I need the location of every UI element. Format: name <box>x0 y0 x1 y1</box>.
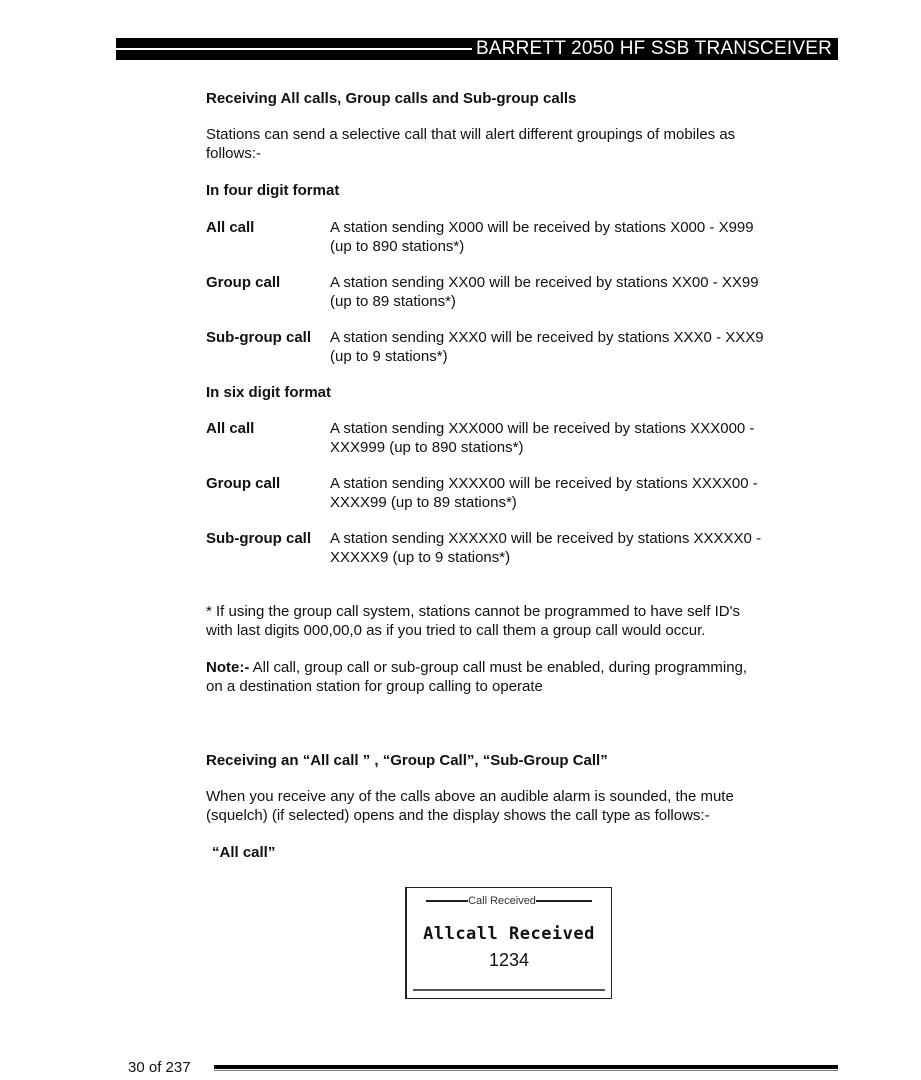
header-bar <box>116 38 838 60</box>
lcd-display <box>405 887 612 999</box>
intro-line-1: Stations can send a selective call that will alert different groupings of mobiles as <box>206 126 736 143</box>
section2-line-1: When you receive any of the calls above an audible alarm is sounded, the mute <box>206 788 734 805</box>
footer-rule <box>214 1065 838 1069</box>
lcd-bottom-rule <box>413 989 605 991</box>
footnote-line-2: with last digits 000,00,0 as if you tried to call them a group call would occur. <box>206 622 706 639</box>
four-all-call-term: All call <box>206 219 255 236</box>
lcd-rule-right <box>536 900 592 902</box>
lcd-top-label: Call Received <box>468 895 536 907</box>
note-line-1 <box>206 658 747 677</box>
four-group-call-def-1: A station sending XX00 will be received by stations XX00 - XX99 <box>330 274 759 291</box>
six-all-call-def-1: A station sending XXX000 will be received by stations XXX000 - <box>330 420 755 437</box>
note-line-2: on a destination station for group calling to operate <box>206 678 543 695</box>
page-number: 30 of 237 <box>128 1059 191 1076</box>
six-group-call-term: Group call <box>206 475 281 492</box>
six-all-call-def-2: XXX999 (up to 890 stations*) <box>330 439 524 456</box>
lcd-call-type: Allcall Received <box>423 924 595 944</box>
intro-line-2: follows:- <box>206 145 262 162</box>
four-group-call-term: Group call <box>206 274 281 291</box>
footer-rule-thin <box>214 1070 838 1071</box>
six-subgroup-call-def-1: A station sending XXXXX0 will be received by stations XXXXX0 - <box>330 530 762 547</box>
four-all-call-def-1: A station sending X000 will be received by stations X000 - X999 <box>330 219 754 236</box>
lcd-caller-id: 1234 <box>488 950 530 970</box>
four-all-call-def-2: (up to 890 stations*) <box>330 238 465 255</box>
six-group-call-def-1: A station sending XXXX00 will be received by stations XXXX00 - <box>330 475 758 492</box>
lcd-top-row <box>413 895 605 909</box>
header-rule <box>116 48 472 50</box>
note-text: All call, group call or sub-group call must be enabled, during programming, <box>249 659 748 676</box>
four-subgroup-call-def-1: A station sending XXX0 will be received by stations XXX0 - XXX9 <box>330 329 764 346</box>
note-label: Note:- <box>206 659 250 676</box>
lcd-rule-left <box>426 900 468 902</box>
section2-heading: Receiving an “All call ” , “Group Call”, “Sub-Group Call” <box>206 752 608 769</box>
six-subgroup-call-term: Sub-group call <box>206 530 311 547</box>
section-heading: Receiving All calls, Group calls and Sub-group calls <box>206 90 577 107</box>
six-digit-heading: In six digit format <box>206 384 332 401</box>
header-title: BARRETT 2050 HF SSB TRANSCEIVER <box>475 38 832 59</box>
footnote-line-1: * If using the group call system, stations cannot be programmed to have self ID's <box>206 603 740 620</box>
section2-line-2: (squelch) (if selected) opens and the display shows the call type as follows:- <box>206 807 710 824</box>
four-subgroup-call-term: Sub-group call <box>206 329 311 346</box>
all-call-subheading: “All call” <box>212 844 276 861</box>
four-group-call-def-2: (up to 89 stations*) <box>330 293 456 310</box>
six-all-call-term: All call <box>206 420 255 437</box>
six-group-call-def-2: XXXX99 (up to 89 stations*) <box>330 494 517 511</box>
four-subgroup-call-def-2: (up to 9 stations*) <box>330 348 448 365</box>
six-subgroup-call-def-2: XXXXX9 (up to 9 stations*) <box>330 549 511 566</box>
four-digit-heading: In four digit format <box>206 182 340 199</box>
